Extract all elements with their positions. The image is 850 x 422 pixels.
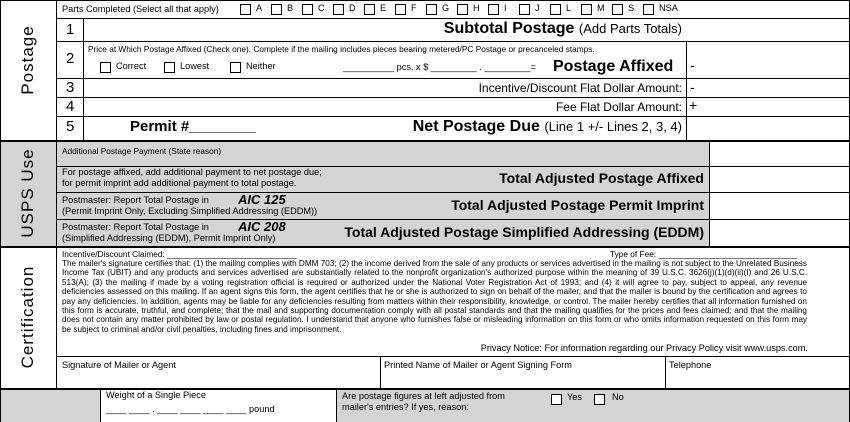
subtotal-postage-title: Subtotal Postage [443, 20, 575, 37]
postage-affixed-formula[interactable]: __________ pcs. x $ _________ . _________= [343, 62, 536, 72]
parts-completed-label: Parts Completed (Select all that apply) [62, 4, 219, 14]
aic-208-label: AIC 208 [238, 219, 286, 234]
line-number-2: 2 [66, 50, 75, 67]
fee-flat-amount-label: Fee Flat Dollar Amount: [555, 100, 682, 114]
part-b-checkbox[interactable] [271, 4, 282, 15]
part-a-checkbox[interactable] [240, 4, 251, 15]
affixed-note-line-1: For postage affixed, add additional payment to net postage due; [62, 167, 322, 177]
line-2-instruction: Price at Which Postage Affixed (Check one). Complete if the mailing includes pieces bearing metered/PC Postage or precanceled stamps. [88, 44, 595, 54]
usps-amount-box-2 [709, 166, 850, 192]
line-number-1: 1 [66, 21, 75, 38]
aic-125-label: AIC 125 [238, 192, 286, 207]
line-number-5: 5 [66, 118, 75, 135]
postmaster-detail-2: (Simplified Addressing (EDDM), Permit Imprint Only) [62, 233, 276, 243]
part-l-label: L [566, 3, 572, 13]
neither-label: Neither [246, 61, 276, 71]
signature-field[interactable] [57, 372, 379, 387]
telephone-field[interactable] [666, 372, 848, 387]
weight-field[interactable]: ____ ____ . ____ ____ ____ ____ pound [106, 404, 275, 414]
line-2-sign: - [690, 57, 695, 73]
part-h-label: H [473, 3, 480, 13]
part-e-checkbox[interactable] [364, 4, 375, 15]
postmaster-detail-1: (Permit Imprint Only, Excluding Simplified Addressing (EDDM)) [62, 206, 318, 216]
total-adjusted-permit-label: Total Adjusted Postage Permit Imprint [451, 197, 704, 213]
postmaster-report-1: Postmaster: Report Total Postage in [62, 195, 209, 205]
part-s-label: S [628, 3, 635, 13]
part-i-checkbox[interactable] [488, 4, 499, 15]
part-b-label: B [287, 3, 294, 13]
signature-label: Signature of Mailer or Agent [62, 360, 176, 370]
part-d-checkbox[interactable] [333, 4, 344, 15]
part-a-label: A [256, 3, 263, 13]
no-label: No [612, 392, 624, 402]
telephone-label: Telephone [669, 360, 712, 370]
adjusted-question-line-1: Are postage figures at left adjusted from [342, 391, 505, 401]
part-h-checkbox[interactable] [457, 4, 468, 15]
usps-amount-box-1 [709, 140, 850, 166]
postage-affixed-title: Postage Affixed [553, 58, 674, 75]
subtotal-postage-note: (Add Parts Totals) [578, 21, 682, 36]
line-1-subtotal [444, 20, 682, 38]
net-postage-due-title: Net Postage Due [412, 118, 540, 135]
part-nsa-checkbox[interactable] [643, 4, 654, 15]
type-of-fee-field[interactable]: Type of Fee: ______________________________ [610, 249, 797, 259]
part-m-checkbox[interactable] [581, 4, 592, 15]
part-j-checkbox[interactable] [519, 4, 530, 15]
neither-checkbox[interactable] [230, 62, 241, 73]
part-l-checkbox[interactable] [550, 4, 561, 15]
certification-statement: The mailer's signature certifies that: (1) the mailing complies with DMM 703; (2) the income derived from the sale of any products or services advertised in the mailing is not subject to the Unrelated Business Income Tax (UBIT) and any products and services advertised are substantially related to the nonprofit organization's authorized purpose within the meaning of 39 U.S.C. 3626(j)(1)(d)(ii)(I) and 26 U.S.C. 513(A); (3) the mailing if made by a voting registration official is required or authorized under the National Voter Registration Act of 1993; and (4) it will agree to pay, subject to appeal, any revenue deficiencies assessed on this mailing. If an agent signs this form, the agent certifies that he or she is authorized to sign on behalf of the mailer, and that the mailer is bound by the certification and agrees to pay any deficiencies. In addition, agents may be liable for any deficiencies resulting from matters within their responsibility, knowledge, or control. The mailer hereby certifies that all information furnished on this form is accurate, truthful, and complete; that the mail and supporting documentation comply with all postal standards and that the mailing qualifies for the prices and fees claimed; and that the mailing does not contain any matter prohibited by law or postal regulation. I understand that anyone who furnishes false or misleading information on this form or who omits information requested on this form may be subject to criminal and/or civil penalties, including fines and imprisonment. [62, 259, 807, 334]
net-postage-due-note: (Line 1 +/- Lines 2, 3, 4) [544, 119, 682, 134]
adjusted-question-line-2: mailer's entries? If yes, reason: [342, 402, 469, 412]
usps-amount-box-4 [709, 219, 850, 246]
correct-label: Correct [116, 61, 147, 71]
affixed-note-line-2: for permit imprint add additional payment to total postage. [62, 178, 297, 188]
part-nsa-label: NSA [659, 3, 678, 13]
line-number-3: 3 [66, 79, 75, 96]
printed-name-label: Printed Name of Mailer or Agent Signing Form [384, 360, 572, 370]
total-adjusted-affixed-label: Total Adjusted Postage Affixed [499, 170, 704, 186]
section-label-usps-use: USPS Use [18, 148, 37, 238]
no-checkbox[interactable] [594, 394, 605, 405]
incentive-flat-amount-label: Incentive/Discount Flat Dollar Amount: [478, 81, 682, 95]
correct-checkbox[interactable] [100, 62, 111, 73]
privacy-notice: Privacy Notice: For information regarding our Privacy Policy visit www.usps.com. [480, 343, 808, 353]
part-s-checkbox[interactable] [612, 4, 623, 15]
line-5-net-postage [413, 118, 682, 136]
lowest-label: Lowest [180, 61, 210, 71]
incentive-claimed-field[interactable]: Incentive/Discount Claimed: ____________________________ [62, 249, 297, 259]
part-d-label: D [349, 3, 356, 13]
part-i-label: I [504, 3, 507, 13]
yes-label: Yes [567, 392, 582, 402]
line-number-4: 4 [66, 98, 75, 115]
additional-payment-label: Additional Postage Payment (State reason) [62, 146, 222, 156]
part-c-label: C [318, 3, 325, 13]
permit-number-field[interactable]: Permit #________ [130, 118, 256, 135]
postmaster-report-2: Postmaster: Report Total Postage in [62, 222, 209, 232]
part-e-label: E [380, 3, 387, 13]
part-g-label: G [442, 3, 450, 13]
part-f-label: F [411, 3, 417, 13]
section-label-postage: Postage [18, 25, 37, 95]
lowest-checkbox[interactable] [164, 62, 175, 73]
line-4-sign: + [689, 97, 698, 113]
part-m-label: M [597, 3, 605, 13]
part-j-label: J [535, 3, 540, 13]
part-g-checkbox[interactable] [426, 4, 437, 15]
section-label-certification: Certification [18, 265, 37, 369]
part-f-checkbox[interactable] [395, 4, 406, 15]
line-3-sign: - [690, 79, 695, 95]
yes-checkbox[interactable] [551, 394, 562, 405]
weight-label: Weight of a Single Piece [106, 390, 206, 400]
total-adjusted-eddm-label: Total Adjusted Postage Simplified Addressing (EDDM) [344, 224, 704, 240]
part-c-checkbox[interactable] [302, 4, 313, 15]
usps-amount-box-3 [709, 192, 850, 219]
printed-name-field[interactable] [381, 372, 664, 387]
